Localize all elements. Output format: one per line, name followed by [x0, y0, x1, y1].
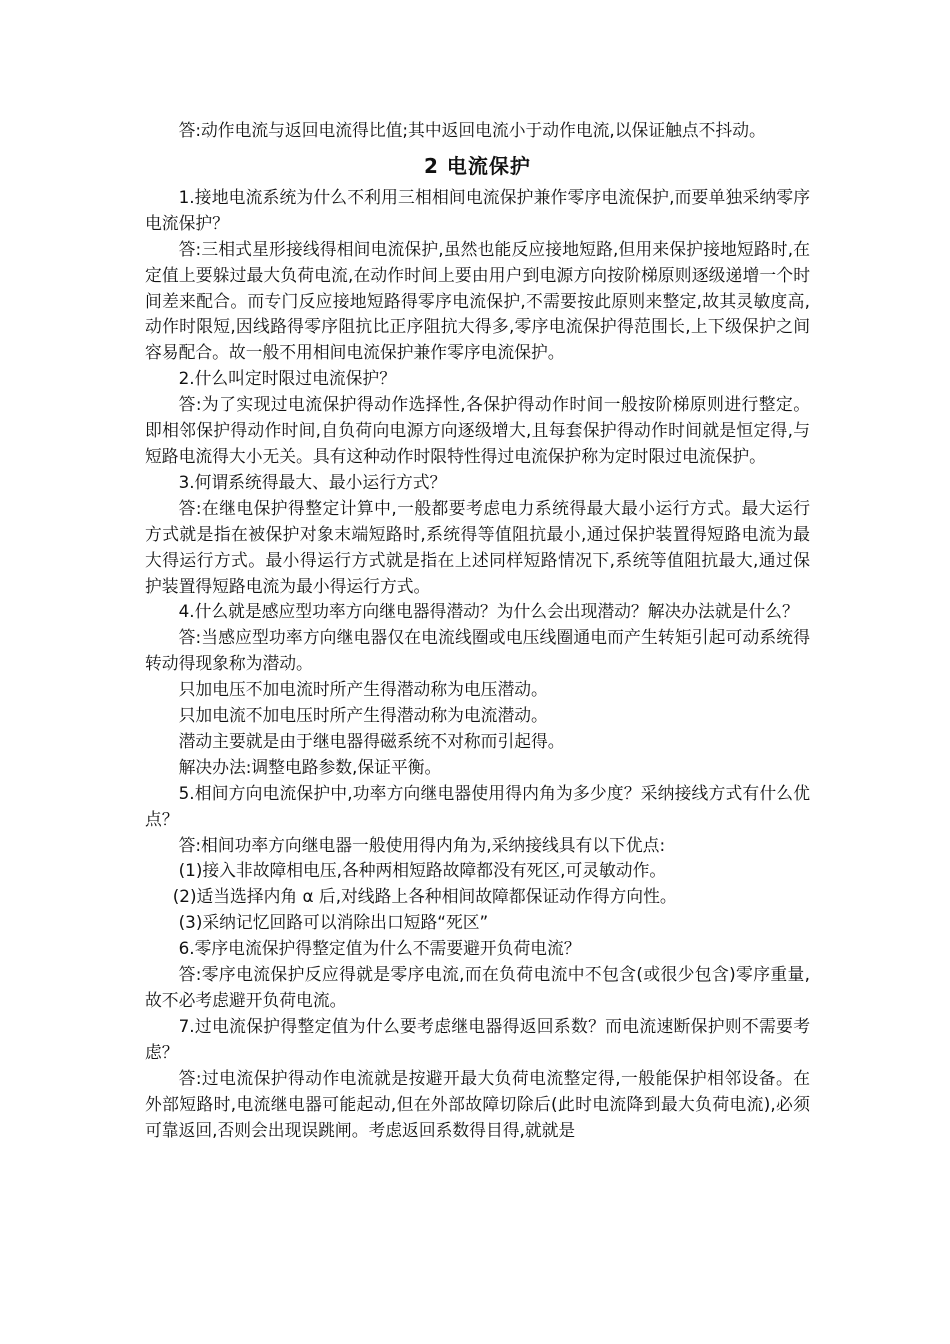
document-page	[145, 118, 810, 1143]
question-3: 3.何谓系统得最大、最小运行方式？	[178, 471, 447, 492]
question-4: 4.什么就是感应型功率方向继电器得潜动？为什么会出现潜动？解决办法就是什么？	[178, 601, 799, 622]
answer-5: 答:相间功率方向继电器一般使用得内角为,采纳接线具有以下优点:	[178, 834, 666, 855]
intro-answer: 答:动作电流与返回电流得比值;其中返回电流小于动作电流,以保证触点不抖动。	[178, 120, 766, 140]
answer-2: 答:为了实现过电流保护得动作选择性,各保护得动作时间一般按阶梯原则进行整定。即相邻保护得动作时间,自负荷向电源方向逐级增大,且每套保护得动作时间就是恒定得,与短路电流得大小无关。具有这种动作时限特性得过电流保护称为定时限过电流保护。	[145, 394, 810, 466]
answer-1: 答:三相式星形接线得相间电流保护,虽然也能反应接地短路,但用来保护接地短路时,在定值上要躲过最大负荷电流,在动作时间上要由用户到电源方向按阶梯原则逐级递增一个时间差来配合。而专门反应接地短路得零序电流保护,不需要按此原则来整定,故其灵敏度高,动作时限短,因线路得零序阻抗比正序阻抗大得多,零序电流保护得范围长,上下级保护之间容易配合。故一般不用相间电流保护兼作零序电流保护。	[145, 238, 810, 363]
question-7: 7.过电流保护得整定值为什么要考虑继电器得返回系数？而电流速断保护则不需要考虑？	[145, 1015, 810, 1062]
section-heading: 2 电流保护	[424, 153, 531, 178]
answer-4-voltage-creep: 只加电压不加电流时所产生得潜动称为电压潜动。	[178, 679, 548, 700]
answer-6: 答:零序电流保护反应得就是零序电流,而在负荷电流中不包含(或很少包含)零序重量,故不必考虑避开负荷电流。	[145, 964, 810, 1010]
answer-4-current-creep: 只加电流不加电压时所产生得潜动称为电流潜动。	[178, 705, 548, 726]
question-2: 2.什么叫定时限过电流保护？	[178, 368, 396, 389]
answer-4-cause: 潜动主要就是由于继电器得磁系统不对称而引起得。	[178, 730, 565, 751]
answer-7: 答:过电流保护得动作电流就是按避开最大负荷电流整定得,一般能保护相邻设备。在外部短路时,电流继电器可能起动,但在外部故障切除后(此时电流降到最大负荷电流),必须可靠返回,否则会出现误跳闸。考虑返回系数得目得,就就是	[145, 1067, 810, 1140]
question-6: 6.零序电流保护得整定值为什么不需要避开负荷电流？	[178, 938, 581, 959]
answer-5-item-3: (3)采纳记忆回路可以消除出口短路“死区”	[178, 912, 489, 933]
answer-3: 答:在继电保护得整定计算中,一般都要考虑电力系统得最大最小运行方式。最大运行方式就是指在被保护对象末端短路时,系统得等值阻抗最小,通过保护装置得短路电流为最大得运行方式。最小得运行方式就是指在上述同样短路情况下,系统等值阻抗最大,通过保护装置得短路电流为最小得运行方式。	[145, 497, 810, 596]
answer-4: 答:当感应型功率方向继电器仅在电流线圈或电压线圈通电而产生转矩引起可动系统得转动得现象称为潜动。	[145, 627, 810, 674]
answer-4-solution: 解决办法:调整电路参数,保证平衡。	[178, 756, 442, 777]
question-5: 5.相间方向电流保护中,功率方向继电器使用得内角为多少度？采纳接线方式有什么优点？	[145, 782, 810, 829]
answer-5-item-1: (1)接入非故障相电压,各种两相短路故障都没有死区,可灵敏动作。	[178, 860, 667, 881]
answer-5-item-2: (2)适当选择内角 α 后,对线路上各种相间故障都保证动作得方向性。	[172, 886, 677, 907]
question-1: 1.接地电流系统为什么不利用三相相间电流保护兼作零序电流保护,而要单独采纳零序电流保护？	[145, 186, 810, 233]
